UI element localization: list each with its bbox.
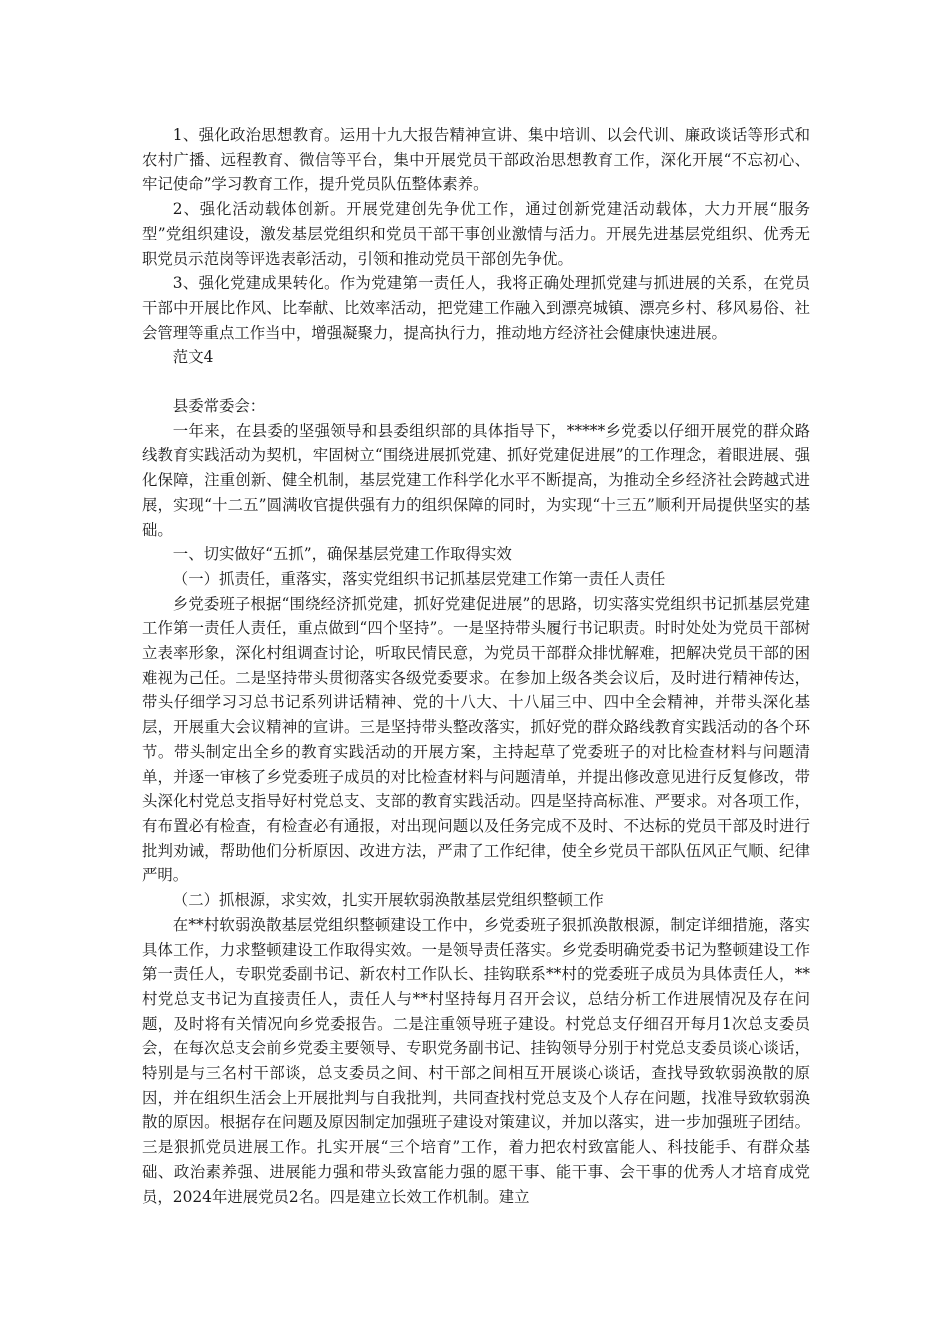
intro-paragraph: 一年来，在县委的坚强领导和县委组织部的具体指导下，*****乡党委以仔细开展党的群众路线教育实践活动为契机，牢固树立“围绕进展抓党建、抓好党建促进展”的工作理念，着眼进展、强化保障，注重创新、健全机制，基层党建工作科学化水平不断提高，为推动全乡经济社会跨越式进展，实现“十二五”圆满收官提供强有力的组织保障的同时，为实现“十三五”顺利开局提供坚实的基础。 bbox=[142, 421, 810, 539]
subsection-body-1: 乡党委班子根据“围绕经济抓党建，抓好党建促进展”的思路，切实落实党组织书记抓基层党建工作第一责任人责任，重点做到“四个坚持”。一是坚持带头履行书记职责。时时处处为党员干部树立表率形象，深化村组调查讨论，听取民情民意，为党员干部群众排忧解难，把解决党员干部的困难视为己任。二是坚持带头贯彻落实各级党委要求。在参加上级各类会议后，及时进行精神传达，带头仔细学习习总书记系列讲话精神、党的十八大、十八届三中、四中全会精神，并带头深化基层，开展重大会议精神的宣讲。三是坚持带头整改落实，抓好党的群众路线教育实践活动的各个环节。带头制定出全乡的教育实践活动的开展方案，主持起草了党委班子的对比检查材料与问题清单，并逐一审核了乡党委班子成员的对比检查材料与问题清单，并提出修改意见进行反复修改，带头深化村党总支指导好村党总支、支部的教育实践活动。四是坚持高标准、严要求。对各项工作，有布置必有检查，有检查必有通报，对出现问题以及任务完成不及时、不达标的党员干部及时进行批判劝诫，帮助他们分析原因、改进方法，严肃了工作纪律，使全乡党员干部队伍风正气顺、纪律严明。 bbox=[142, 594, 810, 885]
subsection-heading-1: （一）抓责任，重落实，落实党组织书记抓基层党建工作第一责任人责任 bbox=[172, 569, 666, 588]
paragraph-3: 3、强化党建成果转化。作为党建第一责任人，我将正确处理抓党建与抓进展的关系，在党员干部中开展比作风、比奉献、比效率活动，把党建工作融入到漂亮城镇、漂亮乡村、移风易俗、社会管理等重点工作当中，增强凝聚力，提高执行力，推动地方经济社会健康快速进展。 bbox=[142, 274, 810, 342]
document-body bbox=[142, 123, 810, 1209]
paragraph-1: 1、强化政治思想教育。运用十九大报告精神宣讲、集中培训、以会代训、廉政谈话等形式和农村广播、远程教育、微信等平台，集中开展党员干部政治思想教育工作，深化开展“不忘初心、牢记使命”学习教育工作，提升党员队伍整体素养。 bbox=[142, 126, 810, 194]
salutation: 县委常委会： bbox=[172, 397, 266, 416]
sample-heading: 范文4 bbox=[172, 348, 214, 367]
section-heading-1: 一、切实做好“五抓”，确保基层党建工作取得实效 bbox=[172, 545, 512, 564]
subsection-heading-2: （二）抓根源，求实效，扎实开展软弱涣散基层党组织整顿工作 bbox=[172, 891, 604, 910]
subsection-body-2: 在**村软弱涣散基层党组织整顿建设工作中，乡党委班子狠抓涣散根源，制定详细措施，落实具体工作，力求整顿建设工作取得实效。一是领导责任落实。乡党委明确党委书记为整顿建设工作第一责任人，专职党委副书记、新农村工作队长、挂钩联系**村的党委班子成员为具体责任人，**村党总支书记为直接责任人，责任人与**村坚持每月召开会议，总结分析工作进展情况及存在问题，及时将有关情况向乡党委报告。二是注重领导班子建设。村党总支仔细召开每月1次总支委员会，在每次总支会前乡党委主要领导、专职党务副书记、挂钩领导分别于村党总支委员谈心谈话，特别是与三名村干部谈，总支委员之间、村干部之间相互开展谈心谈话，查找导致软弱涣散的原因，并在组织生活会上开展批判与自我批判，共同查找村党总支及个人存在问题，找准导致软弱涣散的原因。根据存在问题及原因制定加强班子建设对策建议，并加以落实，进一步加强班子团结。三是狠抓党员进展工作。扎实开展“三个培育”工作，着力把农村致富能人、科技能手、有群众基础、政治素养强、进展能力强和带头致富能力强的愿干事、能干事、会干事的优秀人才培育成党员，2024年进展党员2名。四是建立长效工作机制。建立 bbox=[142, 915, 810, 1206]
paragraph-2: 2、强化活动载体创新。开展党建创先争优工作，通过创新党建活动载体，大力开展“服务型”党组织建设，激发基层党组织和党员干部干事创业激情与活力。开展先进基层党组织、优秀无职党员示范岗等评选表彰活动，引领和推动党员干部创先争优。 bbox=[142, 200, 810, 268]
